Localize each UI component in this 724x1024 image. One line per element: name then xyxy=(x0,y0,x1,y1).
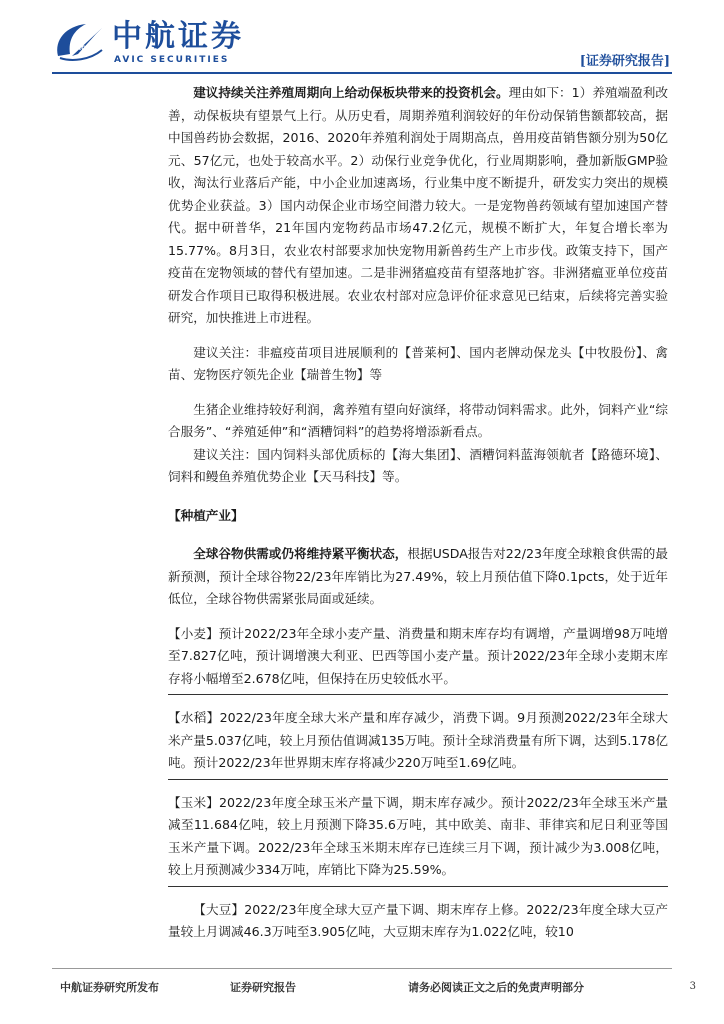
paragraph-soybean: 【大豆】2022/23年度全球大豆产量下调、期末库存上修。2022/23年度全球大豆产量较上月调减46.3万吨至3.905亿吨，大豆期末库存为1.022亿吨，较10 xyxy=(168,901,668,939)
footer-disclaimer: 请务必阅读正文之后的免责声明部分 xyxy=(408,981,584,994)
svg-text:AVIC: AVIC xyxy=(70,45,86,52)
paragraph-lead: 全球谷物供需或仍将维持紧平衡状态， xyxy=(193,546,408,561)
paragraph-animal-health xyxy=(168,82,668,330)
paragraph-corn: 【玉米】2022/23年度全球玉米产量下调，期末库存减少。预计2022/23年全球玉米产量减至11.684亿吨，较上月预测下降35.6万吨，其中欧美、南非、菲律宾和尼日利亚等国玉米产量下调。2022/23年全球玉米期末库存已连续三月下调，预计减少为3.008亿吨，较上月预测减少334万吨，库销比下降为25.59%。 xyxy=(168,794,668,877)
page-header xyxy=(0,0,724,78)
avic-logo-icon xyxy=(52,20,106,64)
paragraph-recommend-feed: 建议关注：国内饲料头部优质标的【海大集团】、酒糟饲料蓝海领航者【路德环境】、饲料和鳗鱼养殖优势企业【天马科技】等。 xyxy=(168,446,668,484)
paragraph-rice: 【水稻】2022/23年度全球大米产量和库存减少，消费下调。9月预测2022/23年全球大米产量5.037亿吨，较上月预估值调减135万吨。预计全球消费量有所下调，达到5.178亿吨。预计2022/23年世界期末库存将减少220万吨至1.69亿吨。 xyxy=(168,710,668,770)
paragraph-grain-outlook xyxy=(168,543,668,611)
corn-block xyxy=(168,792,668,887)
paragraph-recommend-animal-health: 建议关注：非瘟疫苗项目进展顺利的【普莱柯】、国内老牌动保龙头【中牧股份】、禽苗、宠物医疗领先企业【瑞普生物】等 xyxy=(168,344,668,382)
paragraph-wheat: 【小麦】预计2022/23年全球小麦产量、消费量和期末库存均有调增，产量调增98万吨增至7.827亿吨，预计调增澳大利亚、巴西等国小麦产量。预计2022/23年全球小麦期末库存将小幅增至2.678亿吨，但保持在历史较低水平。 xyxy=(168,625,668,686)
footer-publisher: 中航证券研究所发布 xyxy=(60,981,159,994)
report-body xyxy=(168,82,668,944)
rice-block xyxy=(168,707,668,780)
header-divider xyxy=(52,72,672,74)
paragraph-text: 根据USDA报告对22/23年度全球粮食供需的最新预测，预计全球谷物22/23年库销比为27.49%，较上月预估值下降0.1pcts，处于近年低位，全球谷物供需紧张局面或延续。 xyxy=(168,546,668,606)
brand-name-cn: 中航证券 xyxy=(112,19,244,54)
section-title-planting: 【种植产业】 xyxy=(168,507,244,523)
report-type-tag: [证券研究报告] xyxy=(579,54,670,69)
brand-name-en: AVIC SECURITIES xyxy=(114,55,230,65)
paragraph-feed: 生猪企业维持较好利润，禽养殖有望向好演绎，将带动饲料需求。此外，饲料产业“综合服务”、“养殖延伸”和“酒糟饲料”的趋势将增添新看点。 xyxy=(168,401,668,439)
wheat-block xyxy=(168,623,668,696)
footer-doc-type: 证券研究报告 xyxy=(230,981,296,994)
page-footer xyxy=(52,968,696,1009)
paragraph-text: 理由如下：1）养殖端盈利改善，动保板块有望景气上行。从历史看，周期养殖利润较好的年份动保销售额都较高，据中国兽药协会数据，2016、2020年养殖利润处于周期高点，兽用疫苗销售额分别为50亿元、57亿元，也处于较高水平。2）动保行业竞争优化，行业周期影响，叠加新版GMP验收，淘汰行业落后产能，中小企业加速离场，行业集中度不断提升，研发实力突出的规模优势企业获益。3）国内动保企业市场空间潜力较大。一是宠物兽药领域有望加速国产替代。据中研普华，21年国内宠物药品市场47.2亿元，规模不断扩大，年复合增长率为15.77%。8月3日，农业农村部要求加快宠物用新兽药生产上市步伐。政策支持下，国产疫苗在宠物领域的替代有望加速。二是非洲猪瘟疫苗有望落地扩容。非洲猪瘟亚单位疫苗研发合作项目已取得积极进展。农业农村部对应急评价征求意见已结束，后续将完善实验研究，加快推进上市进程。 xyxy=(168,85,669,325)
paragraph-lead: 建议持续关注养殖周期向上给动保板块带来的投资机会。 xyxy=(193,85,509,100)
page-number: 3 xyxy=(689,981,696,992)
